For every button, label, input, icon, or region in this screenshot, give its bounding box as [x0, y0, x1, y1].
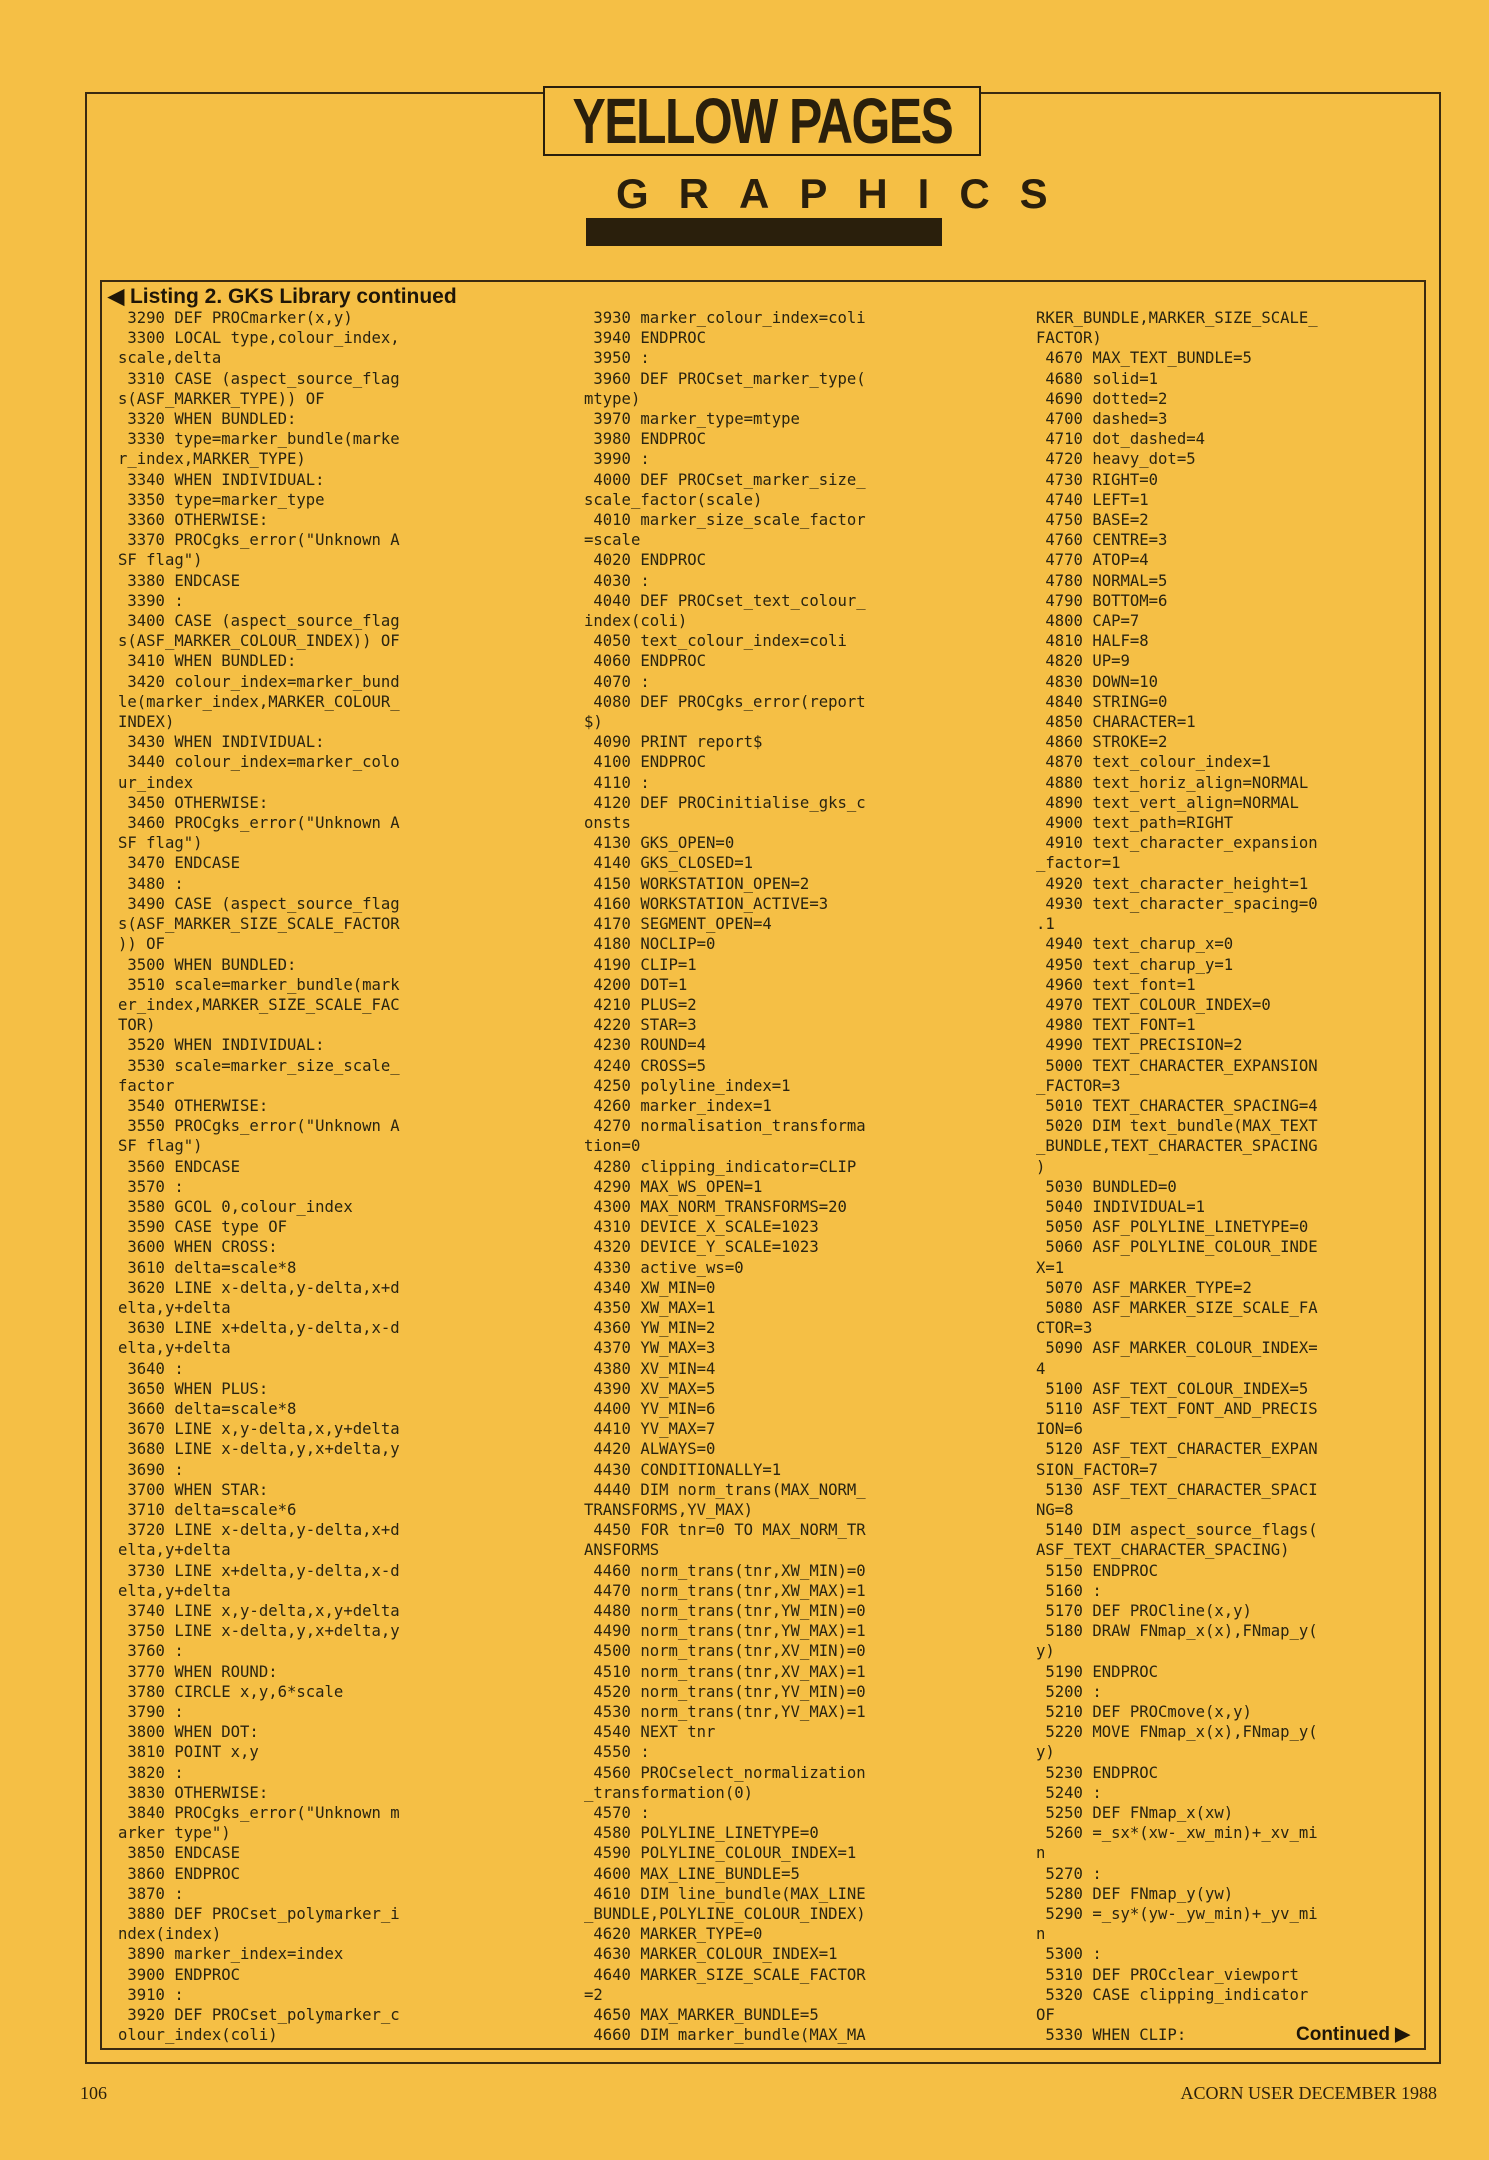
listing-title: ◀ Listing 2. GKS Library continued: [108, 285, 457, 308]
code-column-3: RKER_BUNDLE,MARKER_SIZE_SCALE_ FACTOR) 4670 MAX_TEXT_BUNDLE=5 4680 solid=1 4690 dotted=2 4700 dashed=3 4710 dot_dashed=4 4720 heavy_dot=5 4730 RIGHT=0 4740 LEFT=1 4750 BASE=2 4760 CENTRE=3 4770 ATOP=4 4780 NORMAL=5 4790 BOTTOM=6 4800 CAP=7 4810 HALF=8 4820 UP=9 4830 DOWN=10 4840 STRING=0 4850 CHARACTER=1 4860 STROKE=2 4870 text_colour_index=1 4880 text_horiz_align=NORMAL 4890 text_vert_align=NORMAL 4900 text_path=RIGHT 4910 text_character_expansion _factor=1 4920 text_character_height=1 4930 text_character_spacing=0 .1 4940 text_charup_x=0 4950 text_charup_y=1 4960 text_font=1 4970 TEXT_COLOUR_INDEX=0 4980 TEXT_FONT=1 4990 TEXT_PRECISION=2 5000 TEXT_CHARACTER_EXPANSION _FACTOR=3 5010 TEXT_CHARACTER_SPACING=4 5020 DIM text_bundle(MAX_TEXT _BUNDLE,TEXT_CHARACTER_SPACING ) 5030 BUNDLED=0 5040 INDIVIDUAL=1 5050 ASF_POLYLINE_LINETYPE=0 5060 ASF_POLYLINE_COLOUR_INDE X=1 5070 ASF_MARKER_TYPE=2 5080 ASF_MARKER_SIZE_SCALE_FA CTOR=3 5090 ASF_MARKER_COLOUR_INDEX= 4 5100 ASF_TEXT_COLOUR_INDEX=5 5110 ASF_TEXT_FONT_AND_PRECIS ION=6 5120 ASF_TEXT_CHARACTER_EXPAN SION_FACTOR=7 5130 ASF_TEXT_CHARACTER_SPACI NG=8 5140 DIM aspect_source_flags( ASF_TEXT_CHARACTER_SPACING) 5150 ENDPROC 5160 : 5170 DEF PROCline(x,y) 5180 DRAW FNmap_x(x),FNmap_y( y) 5190 ENDPROC 5200 : 5210 DEF PROCmove(x,y) 5220 MOVE FNmap_x(x),FNmap_y( y) 5230 ENDPROC 5240 : 5250 DEF FNmap_x(xw) 5260 =_sx*(xw-_xw_min)+_xv_mi n 5270 : 5280 DEF FNmap_y(yw) 5290 =_sy*(yw-_yw_min)+_yv_mi n 5300 : 5310 DEF PROCclear_viewport 5320 CASE clipping_indicator OF 5330 WHEN CLIP:: [1036, 309, 1318, 2045]
publication-footer: ACORN USER DECEMBER 1988: [1180, 2083, 1437, 2103]
section-title: GRAPHICS: [616, 170, 1078, 217]
page-number: 106: [80, 2083, 107, 2103]
masthead-box: [543, 86, 981, 156]
continued-label: Continued ▶: [1296, 2024, 1410, 2045]
section-bar: [586, 218, 942, 246]
masthead-title: YELLOW PAGES: [572, 85, 952, 157]
code-column-1: 3290 DEF PROCmarker(x,y) 3300 LOCAL type,colour_index, scale,delta 3310 CASE (aspect_source_flag s(ASF_MARKER_TYPE)) OF 3320 WHEN BUNDLED: 3330 type=marker_bundle(marke r_index,MARKER_TYPE) 3340 WHEN INDIVIDUAL: 3350 type=marker_type 3360 OTHERWISE: 3370 PROCgks_error("Unknown A SF flag") 3380 ENDCASE 3390 : 3400 CASE (aspect_source_flag s(ASF_MARKER_COLOUR_INDEX)) OF 3410 WHEN BUNDLED: 3420 colour_index=marker_bund le(marker_index,MARKER_COLOUR_ INDEX) 3430 WHEN INDIVIDUAL: 3440 colour_index=marker_colo ur_index 3450 OTHERWISE: 3460 PROCgks_error("Unknown A SF flag") 3470 ENDCASE 3480 : 3490 CASE (aspect_source_flag s(ASF_MARKER_SIZE_SCALE_FACTOR )) OF 3500 WHEN BUNDLED: 3510 scale=marker_bundle(mark er_index,MARKER_SIZE_SCALE_FAC TOR) 3520 WHEN INDIVIDUAL: 3530 scale=marker_size_scale_ factor 3540 OTHERWISE: 3550 PROCgks_error("Unknown A SF flag") 3560 ENDCASE 3570 : 3580 GCOL 0,colour_index 3590 CASE type OF 3600 WHEN CROSS: 3610 delta=scale*8 3620 LINE x-delta,y-delta,x+d elta,y+delta 3630 LINE x+delta,y-delta,x-d elta,y+delta 3640 : 3650 WHEN PLUS: 3660 delta=scale*8 3670 LINE x,y-delta,x,y+delta 3680 LINE x-delta,y,x+delta,y 3690 : 3700 WHEN STAR: 3710 delta=scale*6 3720 LINE x-delta,y-delta,x+d elta,y+delta 3730 LINE x+delta,y-delta,x-d elta,y+delta 3740 LINE x,y-delta,x,y+delta 3750 LINE x-delta,y,x+delta,y 3760 : 3770 WHEN ROUND: 3780 CIRCLE x,y,6*scale 3790 : 3800 WHEN DOT: 3810 POINT x,y 3820 : 3830 OTHERWISE: 3840 PROCgks_error("Unknown m arker type") 3850 ENDCASE 3860 ENDPROC 3870 : 3880 DEF PROCset_polymarker_i ndex(index) 3890 marker_index=index 3900 ENDPROC 3910 : 3920 DEF PROCset_polymarker_c olour_index(coli): [118, 309, 400, 2045]
code-column-2: 3930 marker_colour_index=coli 3940 ENDPROC 3950 : 3960 DEF PROCset_marker_type( mtype) 3970 marker_type=mtype 3980 ENDPROC 3990 : 4000 DEF PROCset_marker_size_ scale_factor(scale) 4010 marker_size_scale_factor =scale 4020 ENDPROC 4030 : 4040 DEF PROCset_text_colour_ index(coli) 4050 text_colour_index=coli 4060 ENDPROC 4070 : 4080 DEF PROCgks_error(report $) 4090 PRINT report$ 4100 ENDPROC 4110 : 4120 DEF PROCinitialise_gks_c onsts 4130 GKS_OPEN=0 4140 GKS_CLOSED=1 4150 WORKSTATION_OPEN=2 4160 WORKSTATION_ACTIVE=3 4170 SEGMENT_OPEN=4 4180 NOCLIP=0 4190 CLIP=1 4200 DOT=1 4210 PLUS=2 4220 STAR=3 4230 ROUND=4 4240 CROSS=5 4250 polyline_index=1 4260 marker_index=1 4270 normalisation_transforma tion=0 4280 clipping_indicator=CLIP 4290 MAX_WS_OPEN=1 4300 MAX_NORM_TRANSFORMS=20 4310 DEVICE_X_SCALE=1023 4320 DEVICE_Y_SCALE=1023 4330 active_ws=0 4340 XW_MIN=0 4350 XW_MAX=1 4360 YW_MIN=2 4370 YW_MAX=3 4380 XV_MIN=4 4390 XV_MAX=5 4400 YV_MIN=6 4410 YV_MAX=7 4420 ALWAYS=0 4430 CONDITIONALLY=1 4440 DIM norm_trans(MAX_NORM_ TRANSFORMS,YV_MAX) 4450 FOR tnr=0 TO MAX_NORM_TR ANSFORMS 4460 norm_trans(tnr,XW_MIN)=0 4470 norm_trans(tnr,XW_MAX)=1 4480 norm_trans(tnr,YW_MIN)=0 4490 norm_trans(tnr,YW_MAX)=1 4500 norm_trans(tnr,XV_MIN)=0 4510 norm_trans(tnr,XV_MAX)=1 4520 norm_trans(tnr,YV_MIN)=0 4530 norm_trans(tnr,YV_MAX)=1 4540 NEXT tnr 4550 : 4560 PROCselect_normalization _transformation(0) 4570 : 4580 POLYLINE_LINETYPE=0 4590 POLYLINE_COLOUR_INDEX=1 4600 MAX_LINE_BUNDLE=5 4610 DIM line_bundle(MAX_LINE _BUNDLE,POLYLINE_COLOUR_INDEX) 4620 MARKER_TYPE=0 4630 MARKER_COLOUR_INDEX=1 4640 MARKER_SIZE_SCALE_FACTOR =2 4650 MAX_MARKER_BUNDLE=5 4660 DIM marker_bundle(MAX_MA: [584, 309, 866, 2045]
